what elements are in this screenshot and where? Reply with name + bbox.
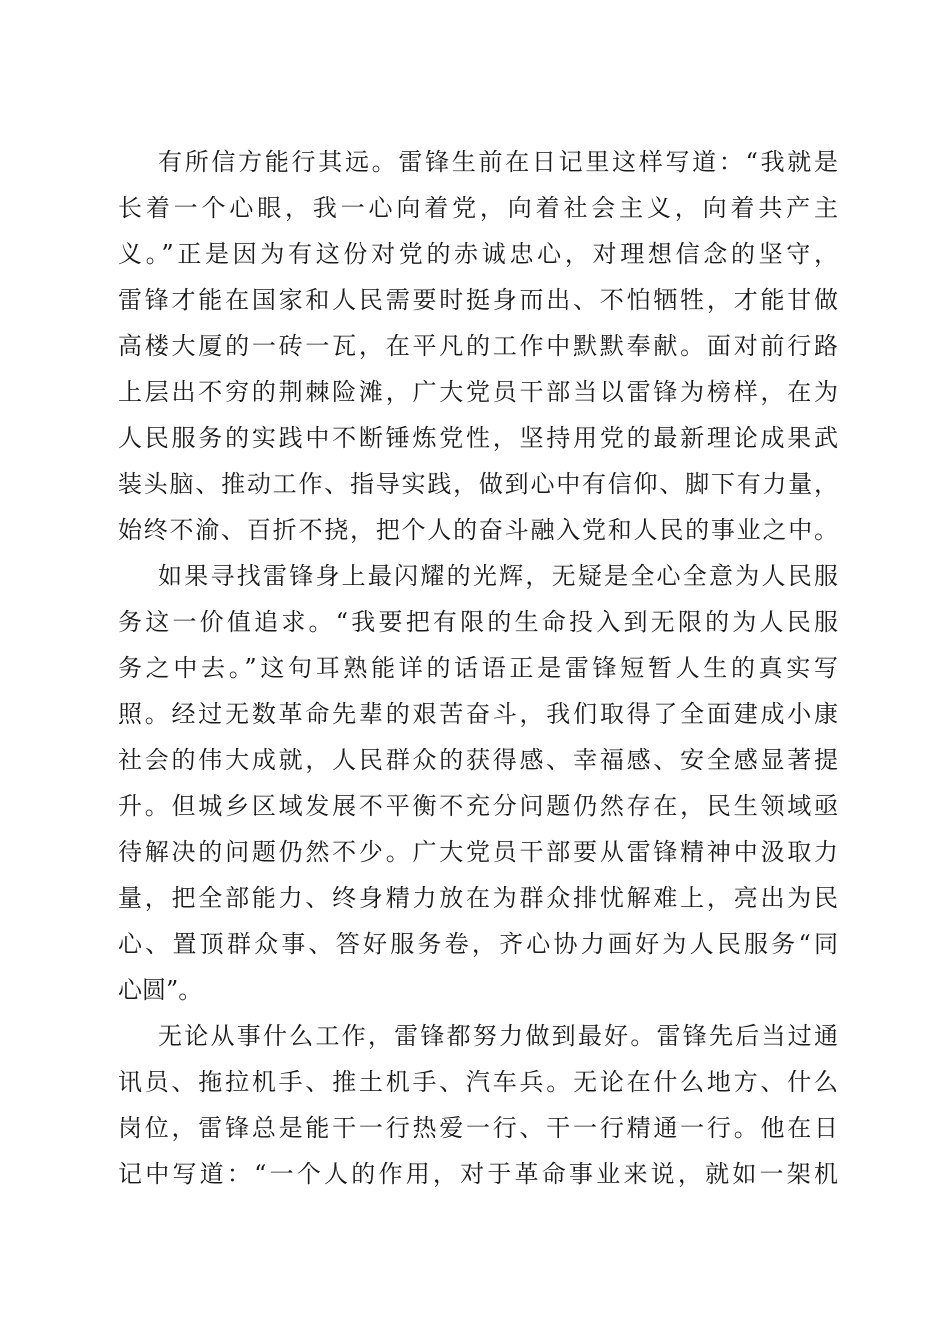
- text-line: 始终不渝、百折不挠，把个人的奋斗融入党和人民的事业之中。: [118, 516, 838, 544]
- text-line: 长着一个心眼，我一心向着党，向着社会主义，向着共产主: [118, 194, 838, 222]
- text-line: 义。”正是因为有这份对党的赤诚忠心，对理想信念的坚守，: [118, 240, 838, 268]
- text-line: 上层出不穷的荆棘险滩，广大党员干部当以雷锋为榜样，在为: [118, 378, 838, 406]
- text-line: 务这一价值追求。“我要把有限的生命投入到无限的为人民服: [118, 608, 838, 636]
- text-line: 记中写道：“一个人的作用，对于革命事业来说，就如一架机: [118, 1160, 838, 1188]
- text-line: 有所信方能行其远。雷锋生前在日记里这样写道：“我就是: [158, 148, 838, 176]
- text-line: 照。经过无数革命先辈的艰苦奋斗，我们取得了全面建成小康: [118, 700, 838, 728]
- text-line: 人民服务的实践中不断锤炼党性，坚持用党的最新理论成果武: [118, 424, 838, 452]
- text-line: 务之中去。”这句耳熟能详的话语正是雷锋短暂人生的真实写: [118, 654, 838, 682]
- text-line: 岗位，雷锋总是能干一行热爱一行、干一行精通一行。他在日: [118, 1114, 838, 1142]
- text-line: 如果寻找雷锋身上最闪耀的光辉，无疑是全心全意为人民服: [158, 562, 838, 590]
- text-line: 量，把全部能力、终身精力放在为群众排忧解难上，亮出为民: [118, 884, 838, 912]
- text-line: 升。但城乡区域发展不平衡不充分问题仍然存在，民生领域亟: [118, 792, 838, 820]
- text-line: 装头脑、推动工作、指导实践，做到心中有信仰、脚下有力量，: [118, 470, 838, 498]
- text-line: 无论从事什么工作，雷锋都努力做到最好。雷锋先后当过通: [158, 1022, 838, 1050]
- text-line: 心、置顶群众事、答好服务卷，齐心协力画好为人民服务“同: [118, 930, 838, 958]
- text-line: 高楼大厦的一砖一瓦，在平凡的工作中默默奉献。面对前行路: [118, 332, 838, 360]
- text-line: 社会的伟大成就，人民群众的获得感、幸福感、安全感显著提: [118, 746, 838, 774]
- text-line: 雷锋才能在国家和人民需要时挺身而出、不怕牺牲，才能甘做: [118, 286, 838, 314]
- text-line: 讯员、拖拉机手、推土机手、汽车兵。无论在什么地方、什么: [118, 1068, 838, 1096]
- text-line: 待解决的问题仍然不少。广大党员干部要从雷锋精神中汲取力: [118, 838, 838, 866]
- text-line: 心圆”。: [118, 976, 203, 1004]
